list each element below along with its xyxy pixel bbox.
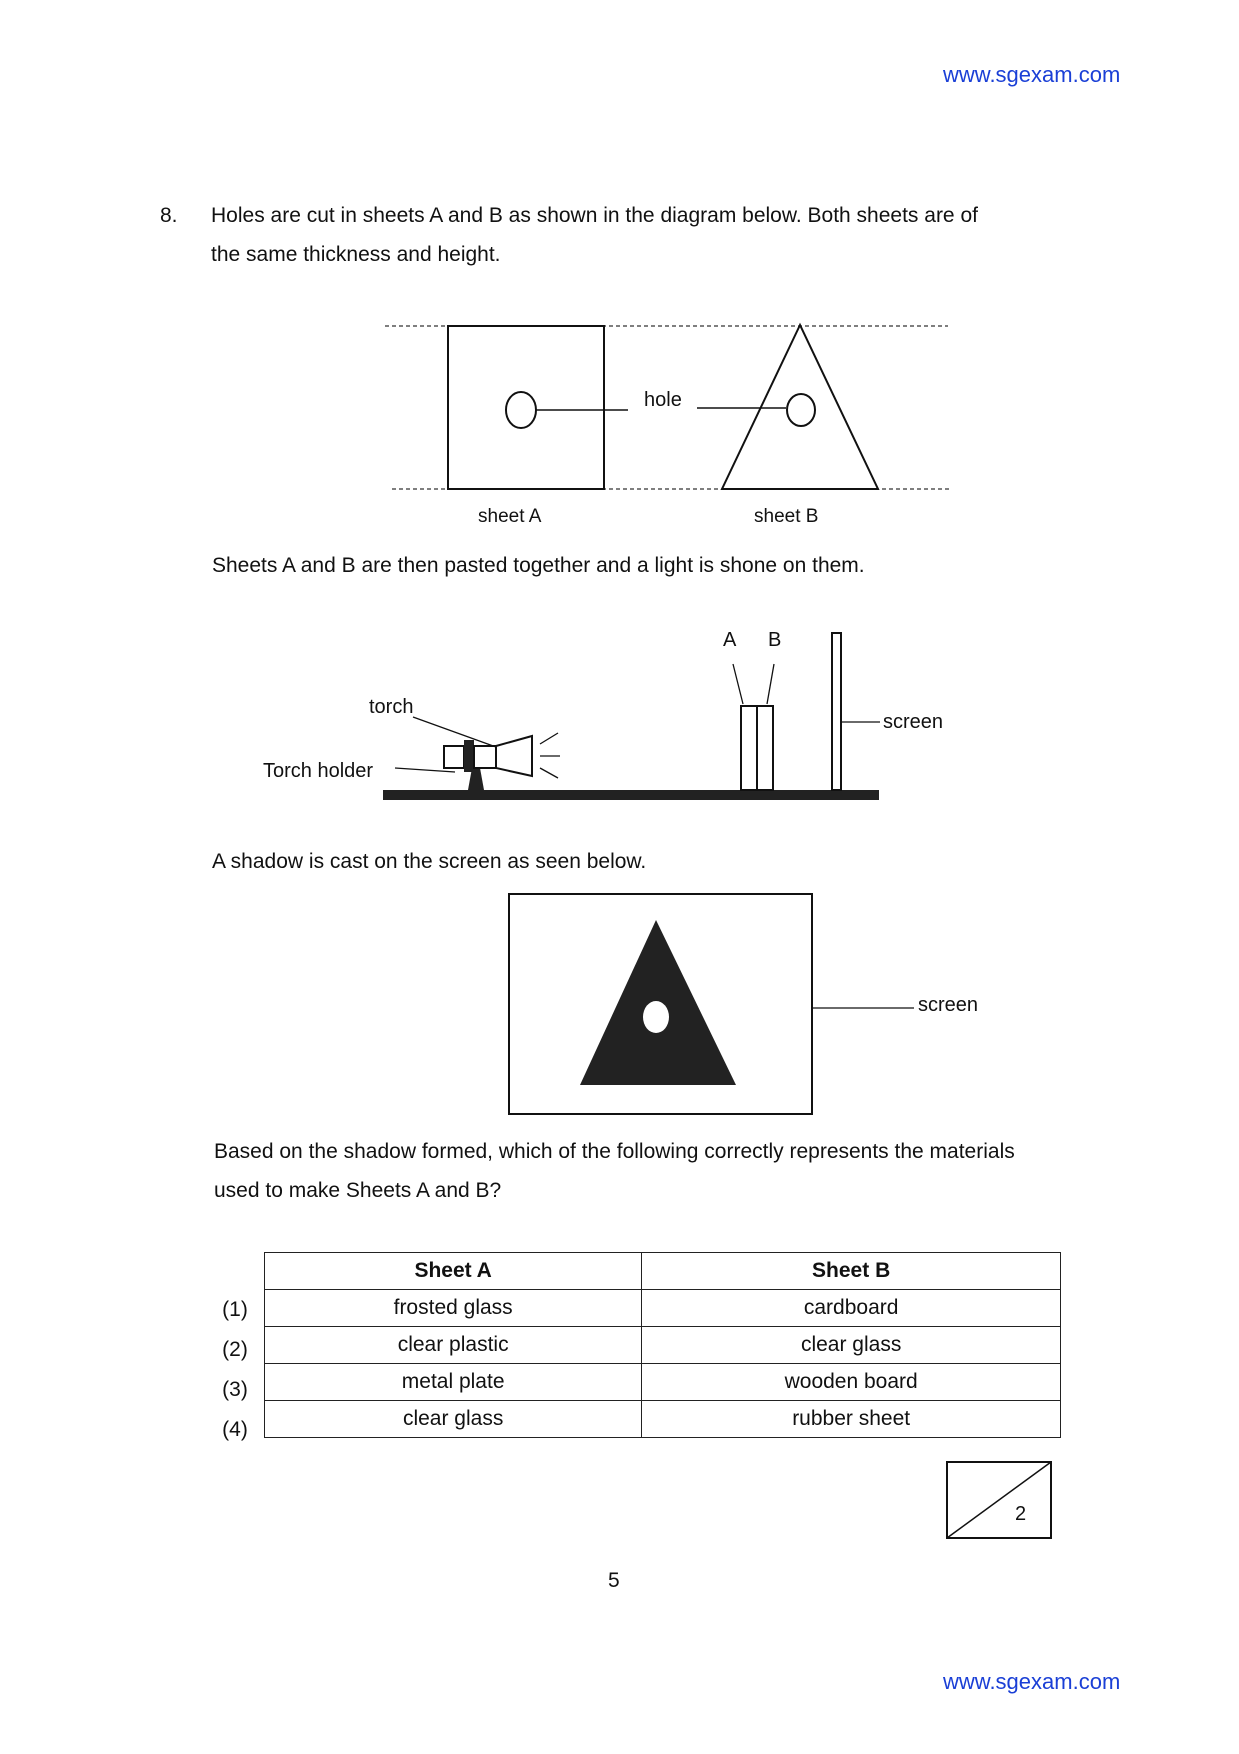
label-a: A xyxy=(723,629,737,651)
light-ray-1 xyxy=(540,733,558,744)
marks-box xyxy=(946,1461,1054,1541)
shadow-hole xyxy=(643,1001,669,1033)
cell-sheet-b: rubber sheet xyxy=(642,1401,1061,1438)
screen-side xyxy=(832,633,841,790)
torch-back xyxy=(444,746,464,768)
cell-sheet-b: cardboard xyxy=(642,1290,1061,1327)
header-website: www.sgexam.com xyxy=(943,62,1121,87)
page-number: 5 xyxy=(608,1569,620,1592)
table-row xyxy=(265,1401,1061,1438)
hole-label: hole xyxy=(644,389,682,411)
sheet-a-label: sheet A xyxy=(478,506,542,527)
prompt-line2: used to make Sheets A and B? xyxy=(214,1179,502,1202)
label-b-leader xyxy=(767,664,774,704)
paragraph-pasted: Sheets A and B are then pasted together and a light is shone on them. xyxy=(212,554,865,577)
cell-sheet-a: clear plastic xyxy=(265,1327,642,1364)
table-row xyxy=(265,1327,1061,1364)
prompt-line1: Based on the shadow formed, which of the following correctly represents the materials xyxy=(214,1140,1015,1163)
sheet-a-hole xyxy=(506,392,536,428)
screen-label-front: screen xyxy=(918,994,979,1016)
option-number: (4) xyxy=(222,1418,248,1441)
option-number: (2) xyxy=(222,1338,248,1361)
table-row xyxy=(265,1364,1061,1401)
torch-head xyxy=(496,736,532,776)
cell-sheet-a: metal plate xyxy=(265,1364,642,1401)
base-bench xyxy=(383,790,879,800)
torch-leader xyxy=(413,717,496,747)
footer-website: www.sgexam.com xyxy=(943,1669,1121,1694)
torch-holder-label: Torch holder xyxy=(263,760,374,782)
sheet-a-side xyxy=(741,706,757,790)
light-ray-3 xyxy=(540,768,558,778)
label-a-leader xyxy=(733,664,743,704)
header-sheet-b: Sheet B xyxy=(642,1253,1061,1290)
marks-value: 2 xyxy=(1015,1503,1027,1525)
option-number: (3) xyxy=(222,1378,248,1401)
sheets-diagram xyxy=(0,0,1239,560)
question-text-line2: the same thickness and height. xyxy=(211,243,501,266)
cell-sheet-b: clear glass xyxy=(642,1327,1061,1364)
torch-label: torch xyxy=(369,696,414,718)
screen-label-side: screen xyxy=(883,711,944,733)
table-row xyxy=(265,1290,1061,1327)
label-b: B xyxy=(768,629,782,651)
cell-sheet-a: clear glass xyxy=(265,1401,642,1438)
sheet-b-side xyxy=(757,706,773,790)
header-sheet-a: Sheet A xyxy=(265,1253,642,1290)
cell-sheet-b: wooden board xyxy=(642,1364,1061,1401)
torch-middle xyxy=(474,746,496,768)
sheet-b-hole xyxy=(787,394,815,426)
question-number: 8. xyxy=(160,204,178,227)
cell-sheet-a: frosted glass xyxy=(265,1290,642,1327)
options-table xyxy=(264,1252,1061,1438)
torch-clip xyxy=(464,740,474,772)
paragraph-shadow: A shadow is cast on the screen as seen below. xyxy=(212,850,647,873)
torch-setup-diagram xyxy=(0,600,1239,810)
shadow-diagram xyxy=(0,880,1239,1120)
option-number: (1) xyxy=(222,1298,248,1321)
question-text-line1: Holes are cut in sheets A and B as shown in the diagram below. Both sheets are of xyxy=(211,204,978,227)
table-header-row xyxy=(265,1253,1061,1290)
sheet-b-label: sheet B xyxy=(754,506,819,527)
